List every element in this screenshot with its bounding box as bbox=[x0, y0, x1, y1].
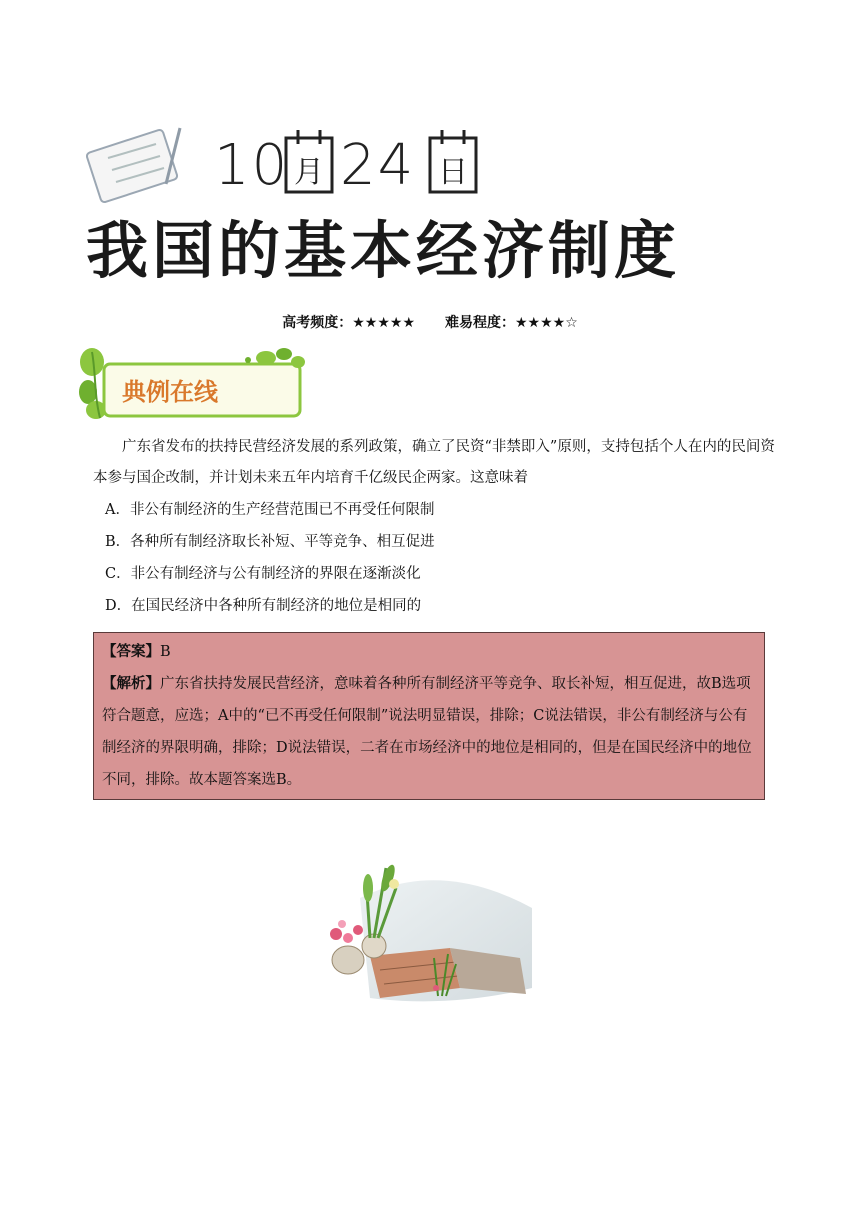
difficulty-stars: ★★★★☆ bbox=[515, 315, 578, 331]
title-banner bbox=[86, 200, 786, 300]
answer-box bbox=[93, 632, 765, 800]
date-day-number: 24 bbox=[340, 133, 416, 198]
frequency-label: 高考频度： bbox=[282, 315, 353, 331]
analysis-text: 广东省扶持发展民营经济，意味着各种所有制经济平等竞争、取长补短，相互促进，故B选项符合题意，应选；A中的“已不再受任何限制”说法明显错误，排除；C说法错误，非公有制经济与公有制经济的界限明确，排除；D说法错误，二者在市场经济中的地位是相同的，但是在国民经济中的地位不同，排除。故本题答案选B。 bbox=[102, 676, 752, 788]
option-b: B．各种所有制经济取长补短、平等竞争、相互促进 bbox=[105, 534, 435, 550]
answer-label: 【答案】 bbox=[102, 643, 160, 660]
answer-value: B bbox=[160, 644, 171, 660]
analysis-label: 【解析】 bbox=[102, 675, 160, 692]
date-day-char: 日 bbox=[438, 155, 468, 190]
option-d: D．在国民经济中各种所有制经济的地位是相同的 bbox=[105, 598, 422, 614]
leaf-icon bbox=[79, 348, 106, 419]
difficulty-label: 难易程度： bbox=[445, 315, 515, 331]
calendar-icon-month bbox=[286, 130, 332, 192]
page-title: 我国的基本经济制度 bbox=[86, 214, 681, 287]
rating-line bbox=[0, 312, 860, 332]
date-banner bbox=[86, 118, 506, 204]
section-badge bbox=[76, 344, 306, 422]
calendar-icon-day bbox=[430, 130, 476, 192]
notepad-pen-icon bbox=[86, 128, 180, 203]
analysis-paragraph bbox=[102, 668, 756, 796]
question-stem: 广东省发布的扶持民营经济发展的系列政策，确立了民资“非禁即入”原则，支持包括个人在内的民间资本参与国企改制，并计划未来五年内培育千亿级民企两家。这意味着 bbox=[93, 439, 775, 486]
date-month-char: 月 bbox=[294, 155, 324, 190]
section-badge-label: 典例在线 bbox=[122, 378, 218, 406]
option-c: C．非公有制经济与公有制经济的界限在逐渐淡化 bbox=[105, 566, 421, 582]
frequency-stars: ★★★★★ bbox=[352, 315, 415, 331]
garden-illustration bbox=[300, 838, 536, 1016]
option-a: A．非公有制经济的生产经营范围已不再受任何限制 bbox=[105, 502, 435, 518]
question-block bbox=[93, 432, 783, 622]
date-month-number: 10 bbox=[214, 133, 290, 198]
answer-line bbox=[102, 636, 756, 668]
